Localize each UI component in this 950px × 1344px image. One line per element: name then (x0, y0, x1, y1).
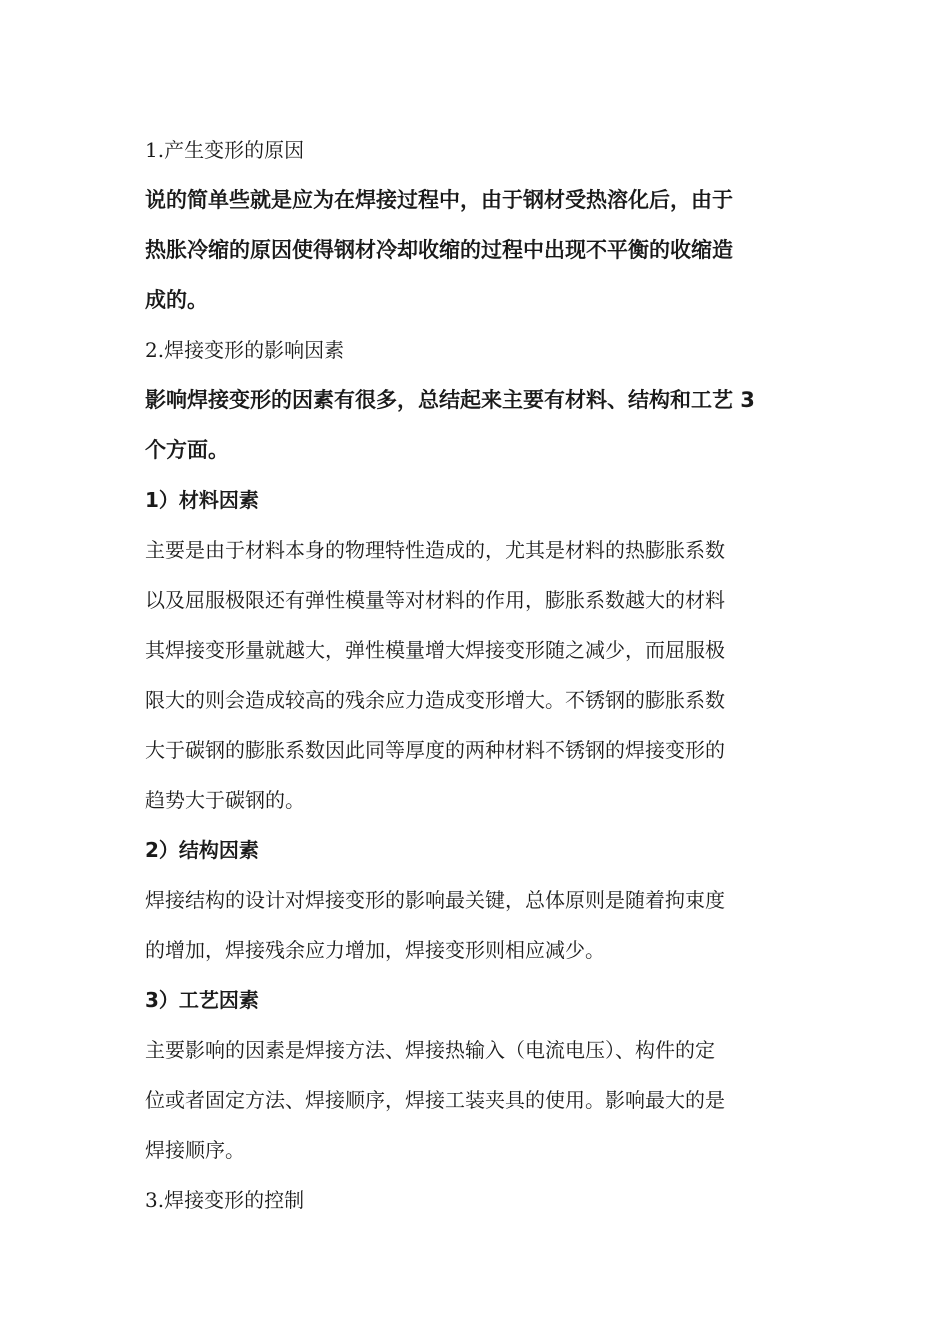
paragraph-line: 趋势大于碳钢的。 (145, 788, 305, 812)
paragraph-line: 主要是由于材料本身的物理特性造成的，尤其是材料的热膨胀系数 (145, 538, 725, 562)
section-1-heading: 1.产生变形的原因 (145, 138, 305, 162)
process-factor-paragraph (145, 1025, 810, 1175)
paragraph-line: 以及屈服极限还有弹性模量等对材料的作用，膨胀系数越大的材料 (145, 588, 725, 612)
paragraph-line: 限大的则会造成较高的残余应力造成变形增大。不锈钢的膨胀系数 (145, 688, 725, 712)
paragraph-line: 焊接顺序。 (145, 1138, 245, 1162)
section-1-paragraph (145, 175, 810, 325)
process-factor-heading: 3）工艺因素 (145, 988, 259, 1012)
paragraph-line: 大于碳钢的膨胀系数因此同等厚度的两种材料不锈钢的焊接变形的 (145, 738, 725, 762)
document-page (145, 125, 810, 1225)
paragraph-line: 热胀冷缩的原因使得钢材冷却收缩的过程中出现不平衡的收缩造 (145, 238, 733, 262)
paragraph-line: 焊接结构的设计对焊接变形的影响最关键，总体原则是随着拘束度 (145, 888, 725, 912)
material-factor-paragraph (145, 525, 810, 825)
section-3-heading: 3.焊接变形的控制 (145, 1188, 305, 1212)
paragraph-line: 个方面。 (145, 438, 229, 462)
paragraph-line: 位或者固定方法、焊接顺序，焊接工装夹具的使用。影响最大的是 (145, 1088, 725, 1112)
paragraph-line: 说的简单些就是应为在焊接过程中，由于钢材受热溶化后，由于 (145, 188, 733, 212)
paragraph-line: 其焊接变形量就越大，弹性模量增大焊接变形随之减少，而屈服极 (145, 638, 725, 662)
section-2-heading: 2.焊接变形的影响因素 (145, 338, 345, 362)
material-factor-heading: 1）材料因素 (145, 488, 259, 512)
structure-factor-paragraph (145, 875, 810, 975)
section-2-paragraph (145, 375, 810, 475)
paragraph-line: 影响焊接变形的因素有很多，总结起来主要有材料、结构和工艺 3 (145, 388, 755, 412)
paragraph-line: 的增加，焊接残余应力增加，焊接变形则相应减少。 (145, 938, 605, 962)
paragraph-line: 成的。 (145, 288, 208, 312)
structure-factor-heading: 2）结构因素 (145, 838, 259, 862)
paragraph-line: 主要影响的因素是焊接方法、焊接热输入（电流电压）、构件的定 (145, 1038, 715, 1062)
